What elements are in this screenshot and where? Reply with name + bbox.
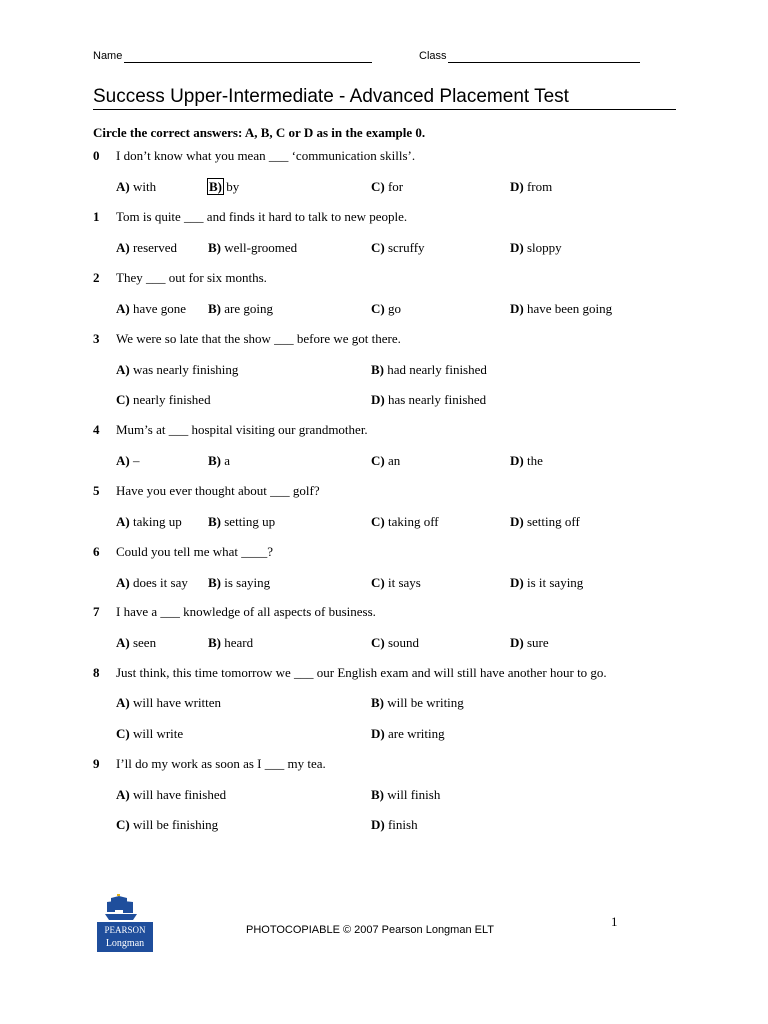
question-number: 7 xyxy=(93,604,100,619)
logo-text-longman: Longman xyxy=(105,938,145,949)
title-divider xyxy=(93,109,676,110)
name-field[interactable] xyxy=(124,62,372,63)
option-a[interactable]: A) taking up xyxy=(116,514,182,529)
class-field[interactable] xyxy=(448,62,640,63)
class-label: Class xyxy=(419,50,447,62)
option-d[interactable]: D) finish xyxy=(371,817,418,832)
option-c[interactable]: C) sound xyxy=(371,635,420,650)
option-b[interactable]: B) will be writing xyxy=(371,695,464,710)
question-stem: They ___ out for six months. xyxy=(116,270,267,285)
footer-copyright: PHOTOCOPIABLE © 2007 Pearson Longman ELT xyxy=(246,924,494,936)
option-d[interactable]: D) are writing xyxy=(371,726,445,741)
option-d[interactable]: D) sure xyxy=(510,635,549,650)
option-b[interactable]: B) is saying xyxy=(208,575,271,590)
option-c[interactable]: C) nearly finished xyxy=(116,392,211,407)
option-d[interactable]: D) has nearly finished xyxy=(371,392,487,407)
option-d[interactable]: D) sloppy xyxy=(510,240,562,255)
question-stem: I’ll do my work as soon as I ___ my tea. xyxy=(116,756,326,771)
option-d[interactable]: D) the xyxy=(510,453,543,468)
question-number: 8 xyxy=(93,665,100,680)
ship-logo-icon xyxy=(97,890,153,952)
option-b[interactable]: B) a xyxy=(208,453,231,468)
logo-text-pearson: PEARSON xyxy=(104,925,146,935)
option-b[interactable]: B) heard xyxy=(208,635,254,650)
question-number: 2 xyxy=(93,270,100,285)
option-d[interactable]: D) have been going xyxy=(510,301,613,316)
option-d[interactable]: D) from xyxy=(510,179,553,194)
question-number: 3 xyxy=(93,331,100,346)
option-a[interactable]: A) does it say xyxy=(116,575,188,590)
question-number: 1 xyxy=(93,209,100,224)
instructions: Circle the correct answers: A, B, C or D as in the example 0. xyxy=(93,125,426,140)
option-a[interactable]: A) reserved xyxy=(116,240,177,255)
page-title: Success Upper-Intermediate - Advanced Placement Test xyxy=(93,86,569,107)
option-a[interactable]: A) seen xyxy=(116,635,157,650)
pearson-longman-logo xyxy=(97,890,153,952)
question-stem: Could you tell me what ____? xyxy=(116,544,274,559)
option-a[interactable]: A) have gone xyxy=(116,301,187,316)
option-c[interactable]: C) scruffy xyxy=(371,240,425,255)
question-stem: Just think, this time tomorrow we ___ our English exam and will still have another hour to go. xyxy=(116,665,607,680)
option-d[interactable]: D) setting off xyxy=(510,514,580,529)
option-b[interactable]: B) well-groomed xyxy=(208,240,298,255)
option-a[interactable]: A) will have written xyxy=(116,695,222,710)
question-stem: Have you ever thought about ___ golf? xyxy=(116,483,320,498)
question-number: 6 xyxy=(93,544,100,559)
option-a[interactable]: A) was nearly finishing xyxy=(116,362,239,377)
option-b[interactable]: B) had nearly finished xyxy=(371,362,487,377)
question-number: 0 xyxy=(93,148,100,163)
option-a[interactable]: A) will have finished xyxy=(116,787,227,802)
option-c[interactable]: C) for xyxy=(371,179,404,194)
question-stem: I don’t know what you mean ___ ‘communication skills’. xyxy=(116,148,416,163)
option-b[interactable]: B) are going xyxy=(208,301,273,316)
option-c[interactable]: C) taking off xyxy=(371,514,439,529)
option-d[interactable]: D) is it saying xyxy=(510,575,584,590)
option-c[interactable]: C) go xyxy=(371,301,401,316)
option-c[interactable]: C) it says xyxy=(371,575,421,590)
question-stem: I have a ___ knowledge of all aspects of business. xyxy=(116,604,376,619)
option-b[interactable]: B) by xyxy=(209,179,240,194)
option-b[interactable]: B) will finish xyxy=(371,787,441,802)
name-label: Name xyxy=(93,50,123,62)
option-c[interactable]: C) will be finishing xyxy=(116,817,219,832)
option-a[interactable]: A) with xyxy=(116,179,157,194)
circled-answer: B) xyxy=(209,179,222,194)
question-stem: Tom is quite ___ and finds it hard to talk to new people. xyxy=(116,209,408,224)
option-a[interactable]: A) – xyxy=(116,453,140,468)
question-number: 9 xyxy=(93,756,100,771)
question-stem: Mum’s at ___ hospital visiting our grandmother. xyxy=(116,422,368,437)
page-number: 1 xyxy=(611,914,618,929)
option-c[interactable]: C) an xyxy=(371,453,401,468)
question-number: 5 xyxy=(93,483,100,498)
question-stem: We were so late that the show ___ before we got there. xyxy=(116,331,401,346)
question-number: 4 xyxy=(93,422,100,437)
option-c[interactable]: C) will write xyxy=(116,726,184,741)
option-b[interactable]: B) setting up xyxy=(208,514,276,529)
